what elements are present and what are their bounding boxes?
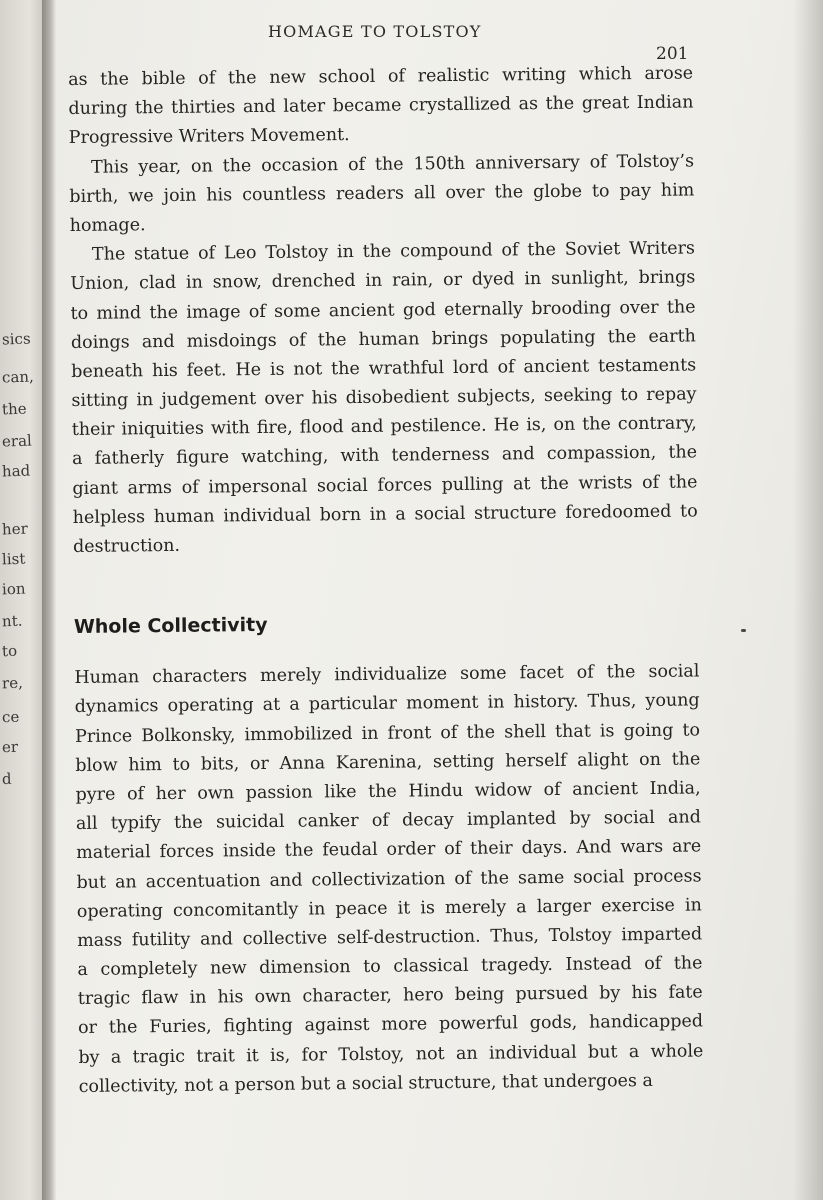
text-line: giant arms of impersonal social forces pulling at the wrists of the (72, 472, 698, 499)
text-line: a completely new dimension to classical tragedy. Instead of the (77, 953, 703, 981)
text-line: sitting in judgement over his disobedient subjects, seeking to repay (71, 384, 697, 412)
text-line: This year, on the occasion of the 150th anniversary of Tolstoy’s (90, 151, 695, 178)
paragraph (74, 658, 704, 1102)
text-line: beneath his feet. He is not the wrathful lord of ancient testaments (71, 355, 697, 382)
previous-page-fragment: ce (1, 707, 20, 727)
text-line: mass futility and collective self-destruction. Thus, Tolstoy imparted (77, 924, 703, 951)
previous-page-fragment: eral (1, 431, 33, 451)
text-line: all typify the suicidal canker of decay implanted by social and (75, 807, 702, 835)
text-line: blow him to bits, or Anna Karenina, setting herself alight on the (75, 749, 701, 776)
section-heading: Whole Collectivity (73, 614, 268, 639)
text-line: birth, we join his countless readers all over the globe to pay him (69, 180, 695, 207)
page-shadow (793, 0, 823, 1200)
paragraph (69, 147, 695, 241)
text-line: homage. (69, 215, 146, 236)
text-line: during the thirties and later became crystallized as the great Indian (68, 92, 694, 120)
text-line: a fatherly figure watching, with tenderness and compassion, the (72, 442, 698, 470)
previous-page-edge (0, 0, 42, 1200)
text-line: pyre of her own passion like the Hindu widow of ancient India, (75, 778, 701, 805)
paragraph (68, 59, 694, 153)
previous-page-fragment: to (1, 641, 18, 661)
book-gutter (42, 0, 56, 1200)
previous-page-fragment: nt. (1, 611, 23, 631)
previous-page-fragment: her (1, 519, 29, 539)
paragraphs (68, 59, 698, 562)
paragraph (70, 235, 698, 563)
section-paragraph (74, 658, 704, 1102)
running-head: HOMAGE TO TOLSTOY (268, 22, 482, 41)
text-line: material forces inside the feudal order of their days. And wars are (76, 836, 702, 864)
previous-page-fragment: list (1, 549, 26, 569)
text-line: by a tragic trait it is, for Tolstoy, not an individual but a whole (78, 1041, 704, 1068)
text-line: tragic flaw in his own character, hero being pursued by his fate (77, 982, 703, 1010)
body-text (68, 59, 704, 1101)
previous-page-fragment: the (1, 399, 27, 419)
text-line: collectivity, not a person but a social structure, that undergoes a (78, 1070, 654, 1097)
text-line: operating concomitantly in peace it is merely a larger exercise in (76, 895, 702, 922)
page-number: 201 (656, 44, 689, 64)
previous-page-fragment: had (1, 461, 31, 481)
text-line: dynamics operating at a particular moment in history. Thus, young (74, 690, 700, 718)
text-line: as the bible of the new school of realistic writing which arose (68, 63, 694, 90)
book-page (56, 0, 823, 1200)
previous-page-fragment: er (1, 737, 19, 757)
text-line: doings and misdoings of the human brings populating the earth (70, 326, 696, 353)
page-speck (741, 629, 746, 632)
previous-page-fragment: can, (1, 367, 35, 387)
text-line: but an accentuation and collectivization of the same social process (76, 865, 702, 893)
text-line: helpless human individual born in a social structure foredoomed to (72, 501, 698, 528)
text-line: Union, clad in snow, drenched in rain, or dyed in sunlight, brings (70, 267, 696, 295)
text-line: or the Furies, fighting against more powerful gods, handicapped (77, 1011, 704, 1039)
text-line: their iniquities with fire, flood and pestilence. He is, on the contrary, (71, 413, 697, 441)
text-line: to mind the image of some ancient god eternally brooding over the (70, 296, 696, 324)
text-line: Progressive Writers Movement. (68, 125, 350, 149)
previous-page-fragment: sics (1, 329, 31, 349)
text-line: The statue of Leo Tolstoy in the compound of the Soviet Writers (91, 238, 696, 265)
text-line: Prince Bolkonsky, immobilized in front of the shell that is going to (74, 719, 701, 747)
previous-page-fragment: ion (1, 579, 26, 599)
text-line: Human characters merely individualize some facet of the social (74, 661, 700, 689)
text-line: destruction. (72, 535, 181, 557)
previous-page-fragment: re, (1, 673, 24, 693)
previous-page-fragment: d (1, 769, 12, 789)
